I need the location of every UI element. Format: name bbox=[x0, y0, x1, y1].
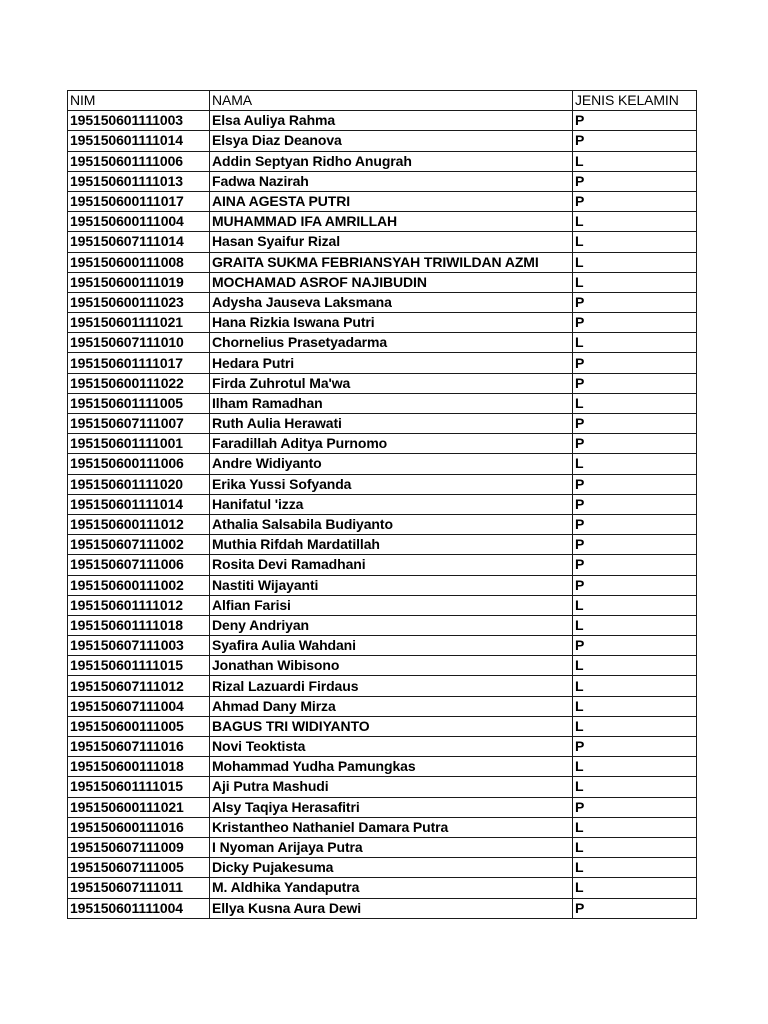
table-row bbox=[68, 575, 697, 595]
student-table bbox=[67, 90, 697, 919]
cell-nama[interactable]: Firda Zuhrotul Ma'wa bbox=[210, 373, 573, 393]
cell-jenis-kelamin[interactable]: P bbox=[573, 898, 697, 918]
cell-nama[interactable]: Muthia Rifdah Mardatillah bbox=[210, 535, 573, 555]
cell-nim[interactable]: 195150607111011 bbox=[68, 878, 210, 898]
table-row bbox=[68, 191, 697, 211]
table-row bbox=[68, 373, 697, 393]
table-row bbox=[68, 837, 697, 857]
cell-jenis-kelamin[interactable]: L bbox=[573, 151, 697, 171]
spreadsheet-sheet bbox=[67, 90, 697, 919]
header-nim[interactable]: NIM bbox=[68, 91, 210, 111]
table-row bbox=[68, 151, 697, 171]
cell-nama[interactable]: Faradillah Aditya Purnomo bbox=[210, 434, 573, 454]
cell-nim[interactable]: 195150607111016 bbox=[68, 737, 210, 757]
table-row bbox=[68, 333, 697, 353]
table-row bbox=[68, 555, 697, 575]
cell-jenis-kelamin[interactable]: L bbox=[573, 696, 697, 716]
cell-nim[interactable]: 195150600111005 bbox=[68, 716, 210, 736]
cell-nim[interactable]: 195150601111018 bbox=[68, 615, 210, 635]
table-row bbox=[68, 232, 697, 252]
cell-nama[interactable]: Novi Teoktista bbox=[210, 737, 573, 757]
cell-jenis-kelamin[interactable]: P bbox=[573, 737, 697, 757]
cell-nama[interactable]: Alfian Farisi bbox=[210, 595, 573, 615]
cell-nim[interactable]: 195150601111015 bbox=[68, 656, 210, 676]
cell-jenis-kelamin[interactable]: L bbox=[573, 333, 697, 353]
header-jenis-kelamin[interactable]: JENIS KELAMIN bbox=[573, 91, 697, 111]
cell-nama[interactable]: Rosita Devi Ramadhani bbox=[210, 555, 573, 575]
cell-jenis-kelamin[interactable]: L bbox=[573, 716, 697, 736]
cell-jenis-kelamin[interactable]: P bbox=[573, 131, 697, 151]
table-row bbox=[68, 212, 697, 232]
cell-nim[interactable]: 195150607111003 bbox=[68, 636, 210, 656]
cell-jenis-kelamin[interactable]: P bbox=[573, 575, 697, 595]
table-row bbox=[68, 131, 697, 151]
cell-nama[interactable]: MOCHAMAD ASROF NAJIBUDIN bbox=[210, 272, 573, 292]
cell-nim[interactable]: 195150601111001 bbox=[68, 434, 210, 454]
cell-jenis-kelamin[interactable]: L bbox=[573, 393, 697, 413]
cell-nama[interactable]: Mohammad Yudha Pamungkas bbox=[210, 757, 573, 777]
cell-nim[interactable]: 195150607111005 bbox=[68, 858, 210, 878]
cell-nim[interactable]: 195150601111017 bbox=[68, 353, 210, 373]
cell-nama[interactable]: AINA AGESTA PUTRI bbox=[210, 191, 573, 211]
table-row bbox=[68, 716, 697, 736]
cell-nama[interactable]: Kristantheo Nathaniel Damara Putra bbox=[210, 817, 573, 837]
cell-nama[interactable]: Hasan Syaifur Rizal bbox=[210, 232, 573, 252]
cell-jenis-kelamin[interactable]: L bbox=[573, 232, 697, 252]
cell-nim[interactable]: 195150600111022 bbox=[68, 373, 210, 393]
cell-nim[interactable]: 195150600111021 bbox=[68, 797, 210, 817]
table-row bbox=[68, 858, 697, 878]
header-nama[interactable]: NAMA bbox=[210, 91, 573, 111]
cell-nim[interactable]: 195150601111006 bbox=[68, 151, 210, 171]
cell-jenis-kelamin[interactable]: P bbox=[573, 636, 697, 656]
cell-nama[interactable]: Nastiti Wijayanti bbox=[210, 575, 573, 595]
table-row bbox=[68, 313, 697, 333]
cell-jenis-kelamin[interactable]: P bbox=[573, 414, 697, 434]
cell-nama[interactable]: Jonathan Wibisono bbox=[210, 656, 573, 676]
cell-nim[interactable]: 195150607111006 bbox=[68, 555, 210, 575]
cell-jenis-kelamin[interactable]: P bbox=[573, 373, 697, 393]
cell-jenis-kelamin[interactable]: L bbox=[573, 837, 697, 857]
table-row bbox=[68, 414, 697, 434]
cell-jenis-kelamin[interactable]: P bbox=[573, 535, 697, 555]
cell-jenis-kelamin[interactable]: P bbox=[573, 353, 697, 373]
cell-nim[interactable]: 195150600111017 bbox=[68, 191, 210, 211]
table-row bbox=[68, 615, 697, 635]
table-row bbox=[68, 272, 697, 292]
cell-nama[interactable]: Elsya Diaz Deanova bbox=[210, 131, 573, 151]
table-body bbox=[68, 111, 697, 919]
cell-jenis-kelamin[interactable]: P bbox=[573, 111, 697, 131]
cell-nim[interactable]: 195150607111009 bbox=[68, 837, 210, 857]
table-row bbox=[68, 111, 697, 131]
cell-nama[interactable]: Syafira Aulia Wahdani bbox=[210, 636, 573, 656]
cell-jenis-kelamin[interactable]: L bbox=[573, 878, 697, 898]
cell-nama[interactable]: Alsy Taqiya Herasafitri bbox=[210, 797, 573, 817]
cell-nama[interactable]: Erika Yussi Sofyanda bbox=[210, 474, 573, 494]
cell-nim[interactable]: 195150601111020 bbox=[68, 474, 210, 494]
table-row bbox=[68, 494, 697, 514]
table-row bbox=[68, 535, 697, 555]
table-row bbox=[68, 353, 697, 373]
cell-nim[interactable]: 195150600111018 bbox=[68, 757, 210, 777]
cell-nama[interactable]: M. Aldhika Yandaputra bbox=[210, 878, 573, 898]
cell-nim[interactable]: 195150601111021 bbox=[68, 313, 210, 333]
table-row bbox=[68, 656, 697, 676]
table-row bbox=[68, 757, 697, 777]
cell-jenis-kelamin[interactable]: P bbox=[573, 292, 697, 312]
cell-nama[interactable]: Athalia Salsabila Budiyanto bbox=[210, 514, 573, 534]
cell-nim[interactable]: 195150607111010 bbox=[68, 333, 210, 353]
cell-jenis-kelamin[interactable]: L bbox=[573, 595, 697, 615]
cell-jenis-kelamin[interactable]: P bbox=[573, 171, 697, 191]
cell-nama[interactable]: Hana Rizkia Iswana Putri bbox=[210, 313, 573, 333]
cell-jenis-kelamin[interactable]: L bbox=[573, 757, 697, 777]
cell-jenis-kelamin[interactable]: P bbox=[573, 555, 697, 575]
table-row bbox=[68, 696, 697, 716]
table-row bbox=[68, 514, 697, 534]
cell-jenis-kelamin[interactable]: P bbox=[573, 313, 697, 333]
cell-nim[interactable]: 195150601111015 bbox=[68, 777, 210, 797]
cell-nama[interactable]: Deny Andriyan bbox=[210, 615, 573, 635]
table-row bbox=[68, 252, 697, 272]
cell-nim[interactable]: 195150607111004 bbox=[68, 696, 210, 716]
cell-nama[interactable]: I Nyoman Arijaya Putra bbox=[210, 837, 573, 857]
table-row bbox=[68, 817, 697, 837]
cell-jenis-kelamin[interactable]: P bbox=[573, 474, 697, 494]
cell-nama[interactable]: Elsa Auliya Rahma bbox=[210, 111, 573, 131]
table-row bbox=[68, 636, 697, 656]
cell-jenis-kelamin[interactable]: L bbox=[573, 777, 697, 797]
cell-nim[interactable]: 195150600111006 bbox=[68, 454, 210, 474]
cell-nim[interactable]: 195150600111019 bbox=[68, 272, 210, 292]
cell-nim[interactable]: 195150601111014 bbox=[68, 131, 210, 151]
cell-nama[interactable]: BAGUS TRI WIDIYANTO bbox=[210, 716, 573, 736]
cell-nama[interactable]: MUHAMMAD IFA AMRILLAH bbox=[210, 212, 573, 232]
cell-jenis-kelamin[interactable]: P bbox=[573, 494, 697, 514]
table-row bbox=[68, 474, 697, 494]
cell-jenis-kelamin[interactable]: L bbox=[573, 272, 697, 292]
cell-nim[interactable]: 195150600111002 bbox=[68, 575, 210, 595]
cell-nim[interactable]: 195150600111016 bbox=[68, 817, 210, 837]
cell-nim[interactable]: 195150600111004 bbox=[68, 212, 210, 232]
cell-nama[interactable]: Addin Septyan Ridho Anugrah bbox=[210, 151, 573, 171]
cell-nim[interactable]: 195150601111014 bbox=[68, 494, 210, 514]
cell-nim[interactable]: 195150607111014 bbox=[68, 232, 210, 252]
cell-nama[interactable]: Rizal Lazuardi Firdaus bbox=[210, 676, 573, 696]
cell-jenis-kelamin[interactable]: L bbox=[573, 252, 697, 272]
cell-nim[interactable]: 195150607111002 bbox=[68, 535, 210, 555]
cell-nim[interactable]: 195150601111013 bbox=[68, 171, 210, 191]
cell-jenis-kelamin[interactable]: L bbox=[573, 615, 697, 635]
cell-nama[interactable]: Aji Putra Mashudi bbox=[210, 777, 573, 797]
table-row bbox=[68, 898, 697, 918]
cell-nama[interactable]: Fadwa Nazirah bbox=[210, 171, 573, 191]
table-row bbox=[68, 595, 697, 615]
cell-jenis-kelamin[interactable]: L bbox=[573, 817, 697, 837]
cell-nama[interactable]: Andre Widiyanto bbox=[210, 454, 573, 474]
cell-nama[interactable]: Ahmad Dany Mirza bbox=[210, 696, 573, 716]
cell-nama[interactable]: Adysha Jauseva Laksmana bbox=[210, 292, 573, 312]
table-row bbox=[68, 393, 697, 413]
cell-jenis-kelamin[interactable]: L bbox=[573, 858, 697, 878]
cell-nim[interactable]: 195150601111005 bbox=[68, 393, 210, 413]
cell-nama[interactable]: Hanifatul 'izza bbox=[210, 494, 573, 514]
table-row bbox=[68, 878, 697, 898]
table-row bbox=[68, 292, 697, 312]
cell-nim[interactable]: 195150607111012 bbox=[68, 676, 210, 696]
table-row bbox=[68, 454, 697, 474]
cell-jenis-kelamin[interactable]: P bbox=[573, 191, 697, 211]
table-row bbox=[68, 434, 697, 454]
cell-nama[interactable]: Ellya Kusna Aura Dewi bbox=[210, 898, 573, 918]
cell-nama[interactable]: Ruth Aulia Herawati bbox=[210, 414, 573, 434]
cell-nim[interactable]: 195150601111004 bbox=[68, 898, 210, 918]
cell-jenis-kelamin[interactable]: P bbox=[573, 514, 697, 534]
cell-nama[interactable]: Hedara Putri bbox=[210, 353, 573, 373]
cell-jenis-kelamin[interactable]: L bbox=[573, 656, 697, 676]
table-row bbox=[68, 171, 697, 191]
cell-nama[interactable]: Chornelius Prasetyadarma bbox=[210, 333, 573, 353]
cell-jenis-kelamin[interactable]: L bbox=[573, 676, 697, 696]
cell-nim[interactable]: 195150601111003 bbox=[68, 111, 210, 131]
cell-nama[interactable]: GRAITA SUKMA FEBRIANSYAH TRIWILDAN AZMI bbox=[210, 252, 573, 272]
cell-nim[interactable]: 195150600111008 bbox=[68, 252, 210, 272]
header-row bbox=[68, 91, 697, 111]
table-row bbox=[68, 737, 697, 757]
cell-nim[interactable]: 195150601111012 bbox=[68, 595, 210, 615]
cell-jenis-kelamin[interactable]: L bbox=[573, 212, 697, 232]
cell-nama[interactable]: Ilham Ramadhan bbox=[210, 393, 573, 413]
table-row bbox=[68, 777, 697, 797]
cell-nama[interactable]: Dicky Pujakesuma bbox=[210, 858, 573, 878]
cell-nim[interactable]: 195150600111023 bbox=[68, 292, 210, 312]
cell-jenis-kelamin[interactable]: L bbox=[573, 454, 697, 474]
table-row bbox=[68, 797, 697, 817]
cell-nim[interactable]: 195150600111012 bbox=[68, 514, 210, 534]
table-row bbox=[68, 676, 697, 696]
cell-jenis-kelamin[interactable]: P bbox=[573, 434, 697, 454]
cell-nim[interactable]: 195150607111007 bbox=[68, 414, 210, 434]
cell-jenis-kelamin[interactable]: P bbox=[573, 797, 697, 817]
